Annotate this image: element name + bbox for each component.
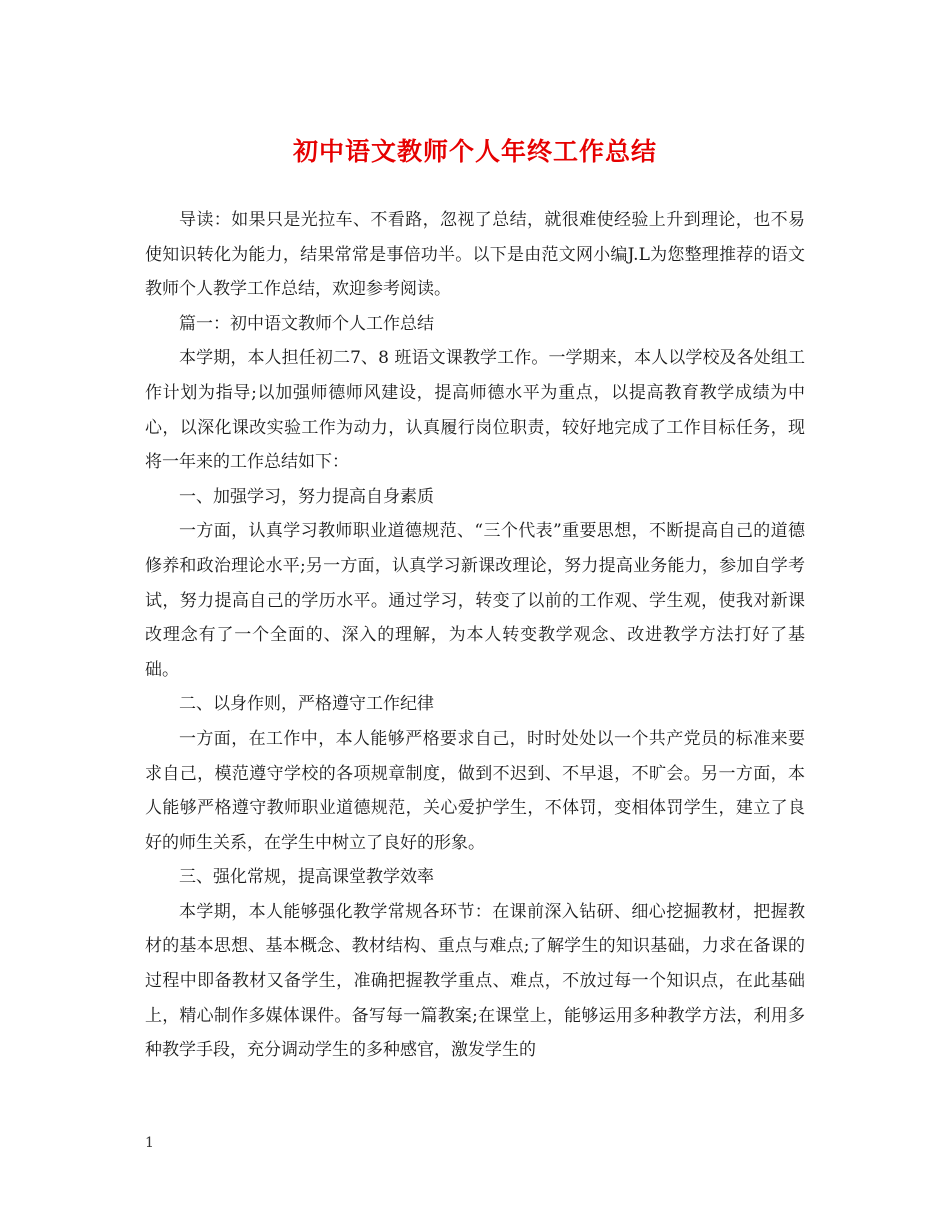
body-paragraph: 本学期，本人担任初二7、8 班语文课教学工作。一学期来，本人以学校及各处组工作计划为指导;以加强师德师风建设，提高师德水平为重点，以提高教育教学成绩为中心，以深化课改实验工作为动力，认真履行岗位职责，较好地完成了工作目标任务，现将一年来的工作总结如下： — [145, 348, 805, 473]
page-number: 1 — [145, 1135, 154, 1151]
section-heading-part-one: 篇一：初中语文教师个人工作总结 — [179, 313, 434, 334]
document-title: 初中语文教师个人年终工作总结 — [292, 137, 657, 166]
intro-paragraph: 导读：如果只是光拉车、不看路，忽视了总结，就很难使经验上升到理论，也不易使知识转化为能力，结果常常是事倍功半。以下是由范文网小编J.L为您整理推荐的语文教师个人教学工作总结，欢迎参考阅读。 — [145, 210, 805, 300]
section-heading: 一、加强学习，努力提高自身素质 — [179, 486, 434, 507]
section-heading: 三、强化常规，提高课堂教学效率 — [179, 867, 434, 888]
body-paragraph: 一方面，认真学习教师职业道德规范、“三个代表”重要思想，不断提高自己的道德修养和政治理论水平;另一方面，认真学习新课改理论，努力提高业务能力，参加自学考试，努力提高自己的学历水平。通过学习，转变了以前的工作观、学生观，使我对新课改理念有了一个全面的、深入的理解，为本人转变教学观念、改进教学方法打好了基础。 — [145, 521, 805, 680]
section-heading: 二、以身作则，严格遵守工作纪律 — [179, 694, 434, 715]
document-body — [145, 203, 805, 1068]
body-paragraph: 本学期，本人能够强化教学常规各环节：在课前深入钻研、细心挖掘教材，把握教材的基本思想、基本概念、教材结构、重点与难点;了解学生的知识基础，力求在备课的过程中即备教材又备学生，准确把握教学重点、难点，不放过每一个知识点，在此基础上，精心制作多媒体课件。备写每一篇教案;在课堂上，能够运用多种教学方法，利用多种教学手段，充分调动学生的多种感官，激发学生的 — [145, 901, 805, 1061]
body-paragraph: 一方面，在工作中，本人能够严格要求自己，时时处处以一个共产党员的标准来要求自己，模范遵守学校的各项规章制度，做到不迟到、不早退，不旷会。另一方面，本人能够严格遵守教师职业道德规范，关心爱护学生，不体罚，变相体罚学生，建立了良好的师生关系，在学生中树立了良好的形象。 — [145, 728, 805, 853]
